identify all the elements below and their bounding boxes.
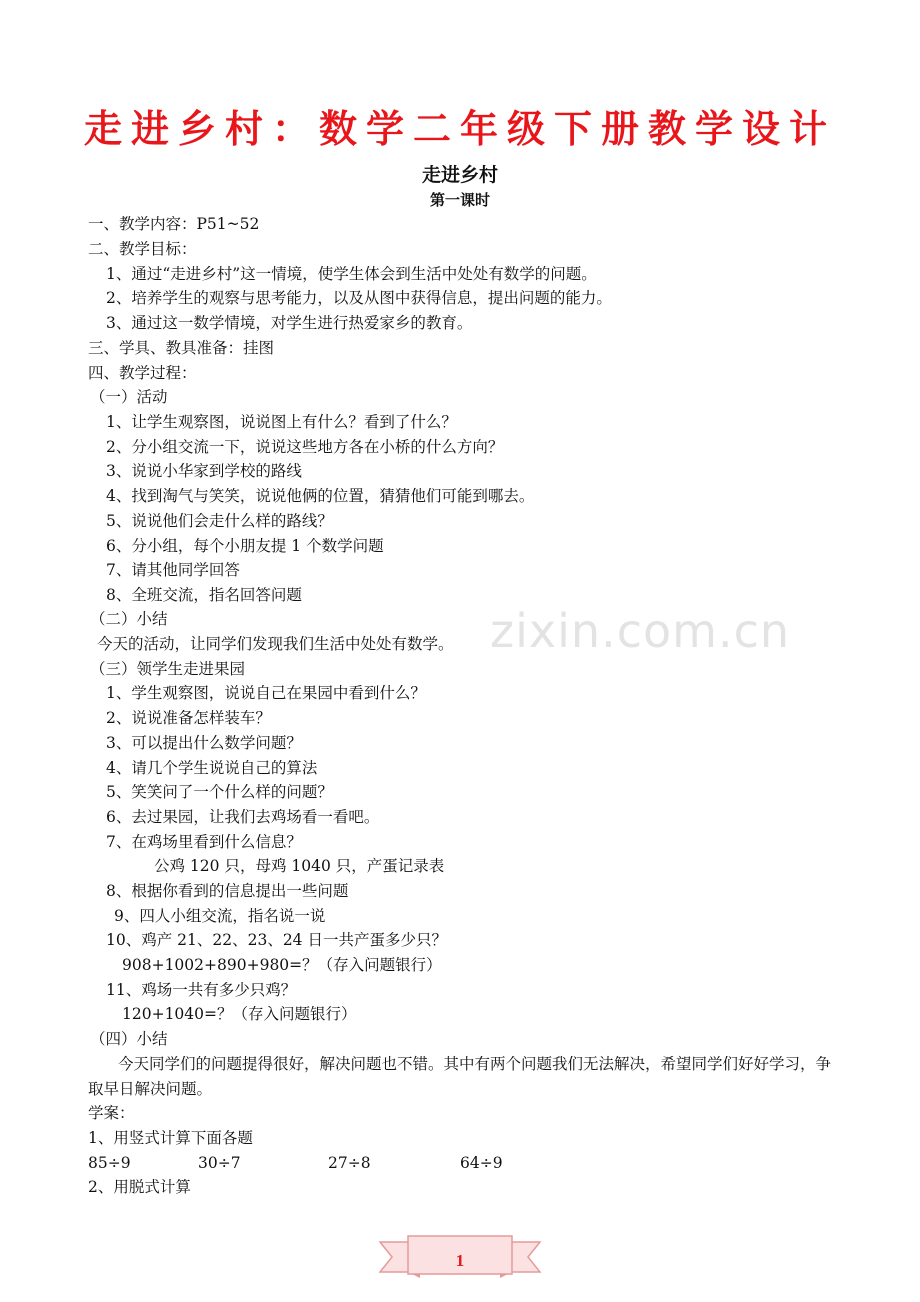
summary-paragraph: 今天同学们的问题提得很好，解决问题也不错。其中有两个问题我们无法解决，希望同学们好好学习，争取早日解决问题。	[88, 1055, 832, 1098]
section-goals: 二、教学目标：	[88, 240, 197, 258]
section-process: 四、教学过程：	[88, 364, 197, 382]
list-item: 10、鸡产 21、22、23、24 日一共产蛋多少只？	[106, 931, 447, 949]
list-item: 2、说说准备怎样装车？	[106, 709, 271, 727]
goal-item: 1、通过“走进乡村”这一情境，使学生体会到生活中处处有数学的问题。	[106, 265, 597, 283]
page-number: 1	[455, 1251, 465, 1270]
list-item: 8、全班交流，指名回答问题	[106, 586, 302, 604]
summary-text: 今天的活动，让同学们发现我们生活中处处有数学。	[97, 635, 454, 653]
part-heading: （二）小结	[90, 610, 168, 628]
part-heading: （三）领学生走进果园	[90, 660, 246, 678]
exercise: 27÷8	[328, 1154, 371, 1172]
list-item: 3、说说小华家到学校的路线	[106, 462, 302, 480]
subtitle: 走进乡村	[421, 164, 498, 186]
calculation: 908+1002+890+980=？（存入问题银行）	[122, 956, 442, 974]
lesson-label: 第一课时	[429, 191, 490, 209]
list-item: 1、学生观察图，说说自己在果园中看到什么？	[106, 684, 426, 702]
watermark: zixin.com.cn	[490, 604, 791, 658]
list-item: 2、分小组交流一下，说说这些地方各在小桥的什么方向？	[106, 438, 504, 456]
section-materials: 三、学具、教具准备：挂图	[88, 339, 275, 357]
list-item: 8、根据你看到的信息提出一些问题	[106, 882, 349, 900]
exercise: 64÷9	[460, 1154, 503, 1172]
calculation: 120+1040=？（存入问题银行）	[122, 1005, 357, 1023]
list-item: 5、说说他们会走什么样的路线？	[106, 512, 333, 530]
list-item: 4、找到淘气与笑笑，说说他俩的位置，猜猜他们可能到哪去。	[106, 487, 535, 505]
document-title: 走进乡村：数学二年级下册教学设计	[83, 107, 836, 151]
list-item: 5、笑笑问了一个什么样的问题？	[106, 783, 333, 801]
list-item: 6、分小组，每个小朋友提 1 个数学问题	[106, 537, 384, 555]
section-content: 一、教学内容：P51~52	[88, 215, 260, 233]
goal-item: 3、通过这一数学情境，对学生进行热爱家乡的教育。	[106, 314, 473, 332]
list-item: 11、鸡场一共有多少只鸡？	[106, 981, 297, 999]
list-item: 1、让学生观察图，说说图上有什么？看到了什么？	[106, 413, 457, 431]
list-item: 7、请其他同学回答	[106, 561, 240, 579]
goal-item: 2、培养学生的观察与思考能力，以及从图中获得信息，提出问题的能力。	[106, 289, 612, 307]
list-item: 6、去过果园，让我们去鸡场看一看吧。	[106, 808, 380, 826]
list-item: 3、可以提出什么数学问题？	[106, 734, 302, 752]
chicken-info: 公鸡 120 只，母鸡 1040 只，产蛋记录表	[154, 857, 445, 875]
part-heading: （一）活动	[90, 388, 168, 406]
list-item: 7、在鸡场里看到什么信息？	[106, 833, 302, 851]
list-item: 4、请几个学生说说自己的算法	[106, 759, 318, 777]
part-heading: （四）小结	[90, 1030, 168, 1048]
exercise: 30÷7	[198, 1154, 241, 1172]
list-item: 9、四人小组交流，指名说一说	[114, 907, 326, 925]
task-heading: 2、用脱式计算	[88, 1178, 191, 1196]
exercise: 85÷9	[88, 1154, 131, 1172]
study-plan-heading: 学案：	[88, 1104, 135, 1122]
task-heading: 1、用竖式计算下面各题	[88, 1129, 253, 1147]
